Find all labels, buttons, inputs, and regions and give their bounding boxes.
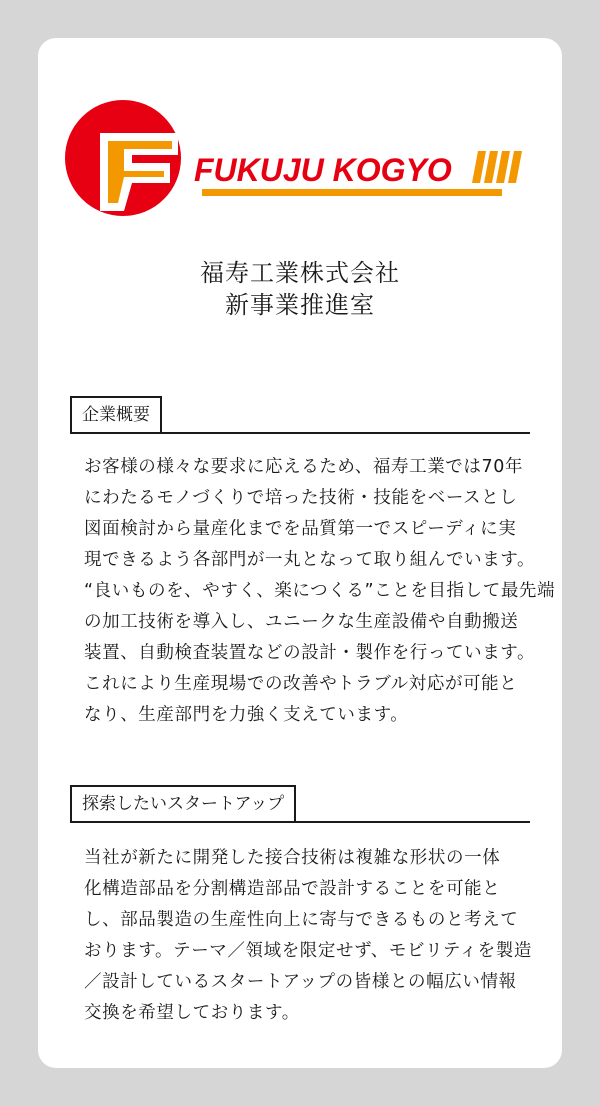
fukuju-f-emblem-icon: [65, 100, 181, 216]
text-line: “良いものを、やすく、楽につくる”ことを目指して最先端: [84, 581, 556, 601]
text-line: 現できるよう各部門が一丸となって取り組んでいます。: [84, 550, 536, 570]
section-heading-overview: [70, 396, 530, 434]
text-line: お客様の様々な要求に応えるため、福寿工業では70年: [84, 457, 524, 477]
company-logo: [60, 93, 526, 223]
text-line: おります。テーマ／領域を限定せず、モビリティを製造: [84, 941, 532, 961]
text-line: にわたるモノづくりで培った技術・技能をベースとし: [84, 488, 518, 508]
text-line: 化構造部品を分割構造部品で設計することを可能と: [84, 879, 501, 899]
text-line: なり、生産部門を力強く支えています。: [84, 705, 409, 725]
text-line: し、部品製造の生産性向上に寄与できるものと考えて: [84, 910, 519, 930]
text-line: 装置、自動検査装置などの設計・製作を行っています。: [84, 643, 536, 663]
text-line: 交換を希望しております。: [84, 1003, 300, 1023]
startup-text: [84, 843, 532, 1029]
section-heading-startup: [70, 785, 530, 823]
overview-text: [84, 452, 556, 731]
text-line: これにより生産現場での改善やトラブル対応が可能と: [84, 674, 518, 694]
department-name: 新事業推進室: [225, 291, 375, 319]
text-line: 図面検討から量産化までを品質第一でスピーディに実: [84, 519, 517, 539]
text-line: の加工技術を導入し、ユニークな生産設備や自動搬送: [84, 612, 519, 632]
text-line: ／設計しているスタートアップの皆様との幅広い情報: [84, 972, 517, 992]
section-label: 探索したいスタートアップ: [70, 785, 296, 821]
company-name: 福寿工業株式会社: [200, 259, 400, 287]
logo-wordmark: FUKUJU KOGYO: [194, 152, 452, 188]
section-label: 企業概要: [70, 396, 162, 432]
text-line: 当社が新たに開発した接合技術は複雑な形状の一体: [84, 848, 501, 868]
company-heading: [38, 257, 562, 321]
